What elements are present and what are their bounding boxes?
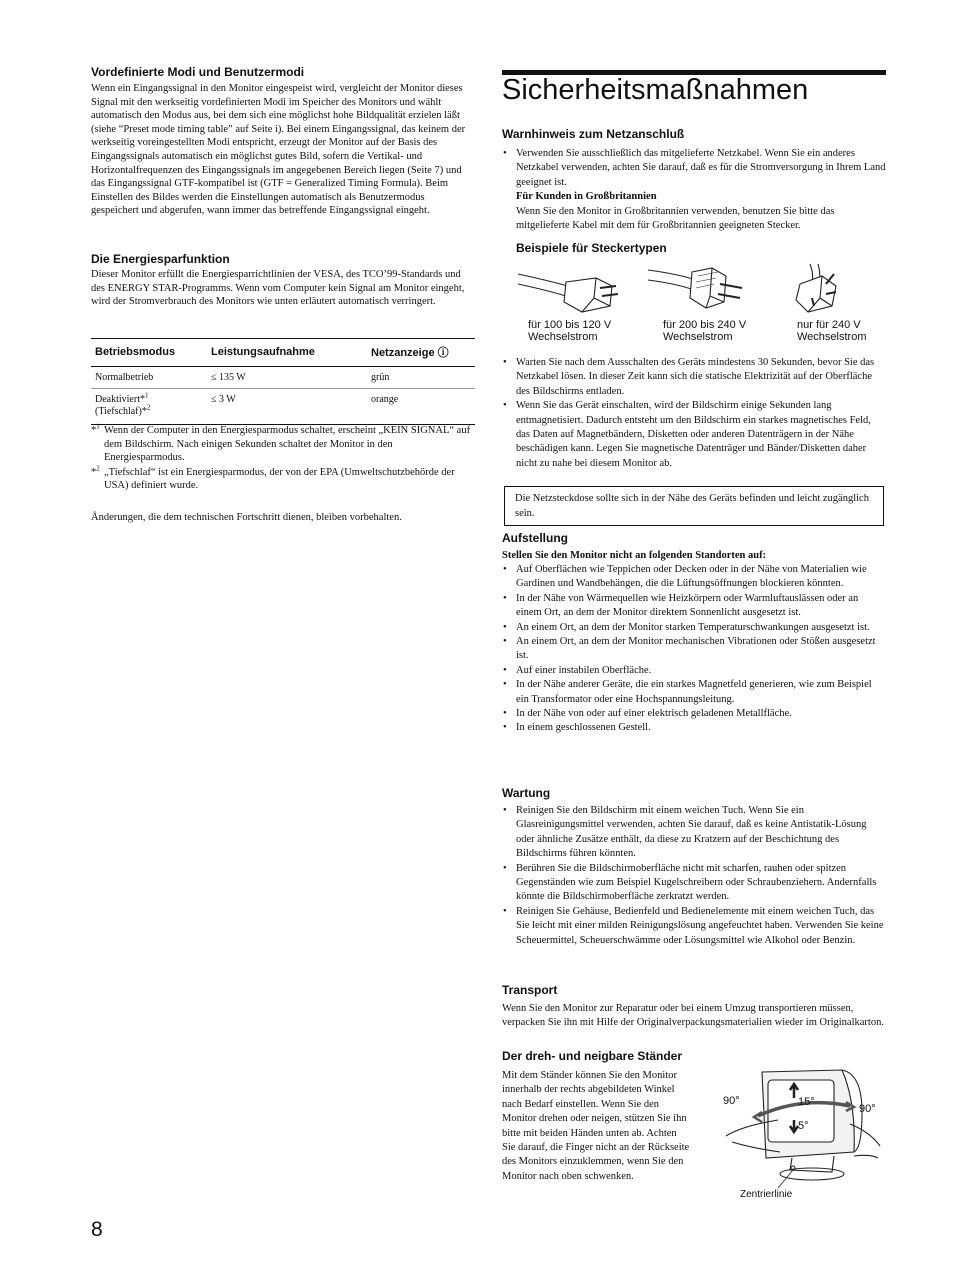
setup-heading: Aufstellung bbox=[502, 531, 568, 545]
footnote-mark: *$^2$ bbox=[91, 464, 100, 478]
maintenance-heading: Wartung bbox=[502, 786, 551, 800]
outlet-note-box: Die Netzsteckdose sollte sich in der Nähe des Geräts befinden und leicht zugänglich sein. bbox=[504, 486, 884, 526]
table-header-power: Leistungsaufnahme bbox=[207, 339, 367, 367]
list-item: • Berühren Sie die Bildschirmoberfläche nicht mit scharfen, rauhen oder spitzen Gegenständen wie zum Beispiel Kugelschreibern oder Schraubenziehern. Andernfalls könnte die Bildschirmoberfläche zerkratzt werden. bbox=[502, 862, 886, 905]
uk-customers-text: Wenn Sie den Monitor in Großbritannien verwenden, benutzen Sie bitte das mitgelieferte Kabel mit dem für Großbritannien geeigneten Stecker. bbox=[516, 205, 835, 232]
swivel-left-angle: 90° bbox=[723, 1095, 740, 1107]
plug-label-eu: für 200 bis 240 V Wechselstrom bbox=[663, 319, 747, 343]
table-row bbox=[91, 389, 475, 425]
table-header-row bbox=[91, 339, 475, 367]
mode-label-deactivated: Deaktiviert* bbox=[95, 394, 145, 405]
warn-heading: Warnhinweis zum Netzanschluß bbox=[502, 127, 685, 141]
plug-label-uk: nur für 240 V Wechselstrom bbox=[797, 319, 867, 343]
mode-label-deep-sleep: (Tiefschlaf)* bbox=[95, 406, 147, 417]
table-cell-power: ≤ 3 W bbox=[207, 389, 367, 425]
uk-plug-icon bbox=[796, 264, 836, 312]
footnote-mark: *$^1$ bbox=[91, 422, 100, 436]
list-item: • Warten Sie nach dem Ausschalten des Geräts mindestens 30 Sekunden, bevor Sie das Netzkabel lösen. In dieser Zeit kann sich die statische Elektrizität auf der Oberfläche des Bildschirms entladen. bbox=[502, 356, 886, 399]
eu-plug-icon bbox=[648, 268, 742, 308]
list-item: • In der Nähe anderer Geräte, die ein starkes Magnetfeld generieren, wie zum Beispiel ein Transformator oder eine Hochspannungsleitung. bbox=[502, 678, 886, 707]
transport-text: Wenn Sie den Monitor zur Reparatur oder bei einem Umzug transportieren müssen, verpacken Sie ihn mit Hilfe der Originalverpackungsmaterialien wieder im Originalkarton. bbox=[502, 1003, 884, 1029]
maintenance-section bbox=[502, 804, 886, 948]
stand-text: Mit dem Ständer können Sie den Monitor innerhalb der rechts abgebildeten Winkel nach Bedarf einstellen. Wenn Sie den Monitor drehen oder neigen, stützen Sie ihn bitte mit beiden Händen unten ab. Achten Sie darauf, die Finger nicht an der Rückseite des Monitors einzuklemmen, wenn Sie den Monitor nach oben schwenken. bbox=[502, 1070, 690, 1182]
table-cell-indicator: orange bbox=[367, 389, 475, 425]
power-mode-table bbox=[91, 338, 475, 425]
page-title: Sicherheitsmaßnahmen bbox=[502, 74, 809, 106]
list-item: • Reinigen Sie den Bildschirm mit einem weichen Tuch. Wenn Sie ein Glasreinigungsmittel verwenden, achten Sie darauf, daß es keine Antistatik-Lösung oder ähnliche Zusätze enthält, da diese zu Kratzern auf der Beschichtung des Bildschirms führen könnten. bbox=[502, 804, 886, 862]
list-item: • An einem Ort, an dem der Monitor mechanischen Vibrationen oder Stößen ausgesetzt ist. bbox=[502, 635, 886, 664]
table-cell-mode bbox=[91, 389, 207, 425]
plug-label-us: für 100 bis 120 V Wechselstrom bbox=[528, 319, 612, 343]
footnote-text: „Tiefschlaf“ ist ein Energiesparmodus, der von der EPA (Umweltschutzbehörde der USA) definiert wurde. bbox=[104, 466, 455, 492]
footnote bbox=[91, 424, 475, 465]
table-row bbox=[91, 367, 475, 389]
list-item: • Auf einer instabilen Oberfläche. bbox=[502, 664, 886, 678]
changes-note: Änderungen, die dem technischen Fortschritt dienen, bleiben vorbehalten. bbox=[91, 512, 402, 523]
table-cell-mode: Normalbetrieb bbox=[91, 367, 207, 389]
table-cell-indicator: grün bbox=[367, 367, 475, 389]
page-number: 8 bbox=[91, 1218, 103, 1241]
power-table-wrap bbox=[91, 338, 475, 425]
setup-section bbox=[502, 549, 886, 736]
list-item: • In einem geschlossenen Gestell. bbox=[502, 721, 886, 735]
list-item: • Auf Oberflächen wie Teppichen oder Decken oder in der Nähe von Materialien wie Gardinen und Wandbehängen, die die Lüftungsöffnungen blockieren könnten. bbox=[502, 563, 886, 592]
us-plug-icon bbox=[518, 274, 618, 312]
list-item: • In der Nähe von oder auf einer elektrisch geladenen Metallfläche. bbox=[502, 707, 886, 721]
energy-section bbox=[91, 252, 475, 309]
preset-modes-section bbox=[91, 65, 475, 218]
footnote-text: Wenn der Computer in den Energiesparmodus schaltet, erscheint „KEIN SIGNAL“ auf dem Bildschirm. Nach einigen Sekunden schaltet der Monitor in den Energiesparmodus. bbox=[104, 425, 471, 464]
list-item: • Reinigen Sie Gehäuse, Bedienfeld und Bedienelemente mit einem weichen Tuch, das Sie leicht mit einer milden Reinigungslösung angefeuchtet haben. Verwenden Sie keine Scheuermittel, Scheuerschwämme oder Lösungsmittel wie Alkohol oder Benzin. bbox=[502, 905, 886, 948]
stand-heading: Der dreh- und neigbare Ständer bbox=[502, 1049, 683, 1063]
transport-heading: Transport bbox=[502, 983, 558, 997]
power-bullets bbox=[502, 356, 886, 471]
preset-modes-heading: Vordefinierte Modi und Benutzermodi bbox=[91, 65, 305, 79]
list-item: • In der Nähe von Wärmequellen wie Heizkörpern oder Warmluftauslässen oder an einem Ort, an dem der Monitor direktem Sonnenlicht ausgesetzt ist. bbox=[502, 592, 886, 621]
center-line-label: Zentrierlinie bbox=[740, 1189, 793, 1200]
tilt-up-angle: 15° bbox=[798, 1096, 815, 1108]
footnote-ref: 1 bbox=[144, 391, 149, 400]
preset-modes-text: Wenn ein Eingangssignal in den Monitor eingespeist wird, vergleicht der Monitor dieses Signal mit den werkseitig vordefinierten Modi im Speicher des Monitors und wählt automatisch den Modus aus, bei dem sich eine möglichst hohe Bildqualität erzielen läßt (siehe “Preset mode timing table” auf Seite i). Bei einem Eingangssignal, das keinem der werkseitig voreingestellten Modi entspricht, erzeugt der Monitor auf der Basis des Eingangssignals automatisch ein möglichst gutes Bild, sofern die Vertikal- und Horizontalfrequenzen des Eingangssignals im angegebenen Bereich liegen (Seite 7) und das Eingangssignal GTF-kompatibel ist (GTF = Generalized Timing Formula). Beim Einstellen des Bildes werden die Einstellungen automatisch als Benutzermodus gespeichert und abgerufen, wann immer das betreffende Eingangssignal eingeht. bbox=[91, 83, 466, 217]
warn-section bbox=[502, 147, 886, 233]
table-header-mode: Betriebsmodus bbox=[91, 339, 207, 367]
footnote-ref: 2 bbox=[146, 403, 151, 412]
uk-customers-label: Für Kunden in Großbritannien bbox=[516, 191, 657, 203]
energy-heading: Die Energiesparfunktion bbox=[91, 252, 230, 266]
plugs-heading: Beispiele für Steckertypen bbox=[516, 241, 667, 255]
table-header-indicator: Netzanzeige ⓘ bbox=[367, 339, 475, 367]
warn-bullet-text: Verwenden Sie ausschließlich das mitgelieferte Netzkabel. Wenn Sie ein anderes Netzkabel verwenden, achten Sie darauf, daß es für die Stromversorgung in Ihrem Land geeignet ist. bbox=[516, 148, 886, 188]
footnote bbox=[91, 466, 475, 493]
list-item: • An einem Ort, an dem der Monitor starken Temperaturschwankungen ausgesetzt ist. bbox=[502, 621, 886, 635]
footnotes bbox=[91, 424, 475, 493]
energy-text: Dieser Monitor erfüllt die Energiesparrichtlinien der VESA, des TCO’99-Standards und des ENERGY STAR-Programms. Wenn vom Computer kein Signal am Monitor eingeht, wird der Stromverbrauch des Monitors wie unten erläutert automatisch verringert. bbox=[91, 269, 465, 308]
table-cell-power: ≤ 135 W bbox=[207, 367, 367, 389]
list-item: • Wenn Sie das Gerät einschalten, wird der Bildschirm einige Sekunden lang entmagnetisiert. Dadurch entsteht um den Bildschirm ein starkes magnetisches Feld, das Daten auf Magnetbändern, Disketten oder anderen Datenträgern in der Nähe beschädigen kann. Legen Sie magnetische Datenträger und Bänder/Disketten daher nicht zu nahe bei diesem Monitor ab. bbox=[502, 399, 886, 471]
list-item bbox=[502, 147, 886, 233]
setup-intro: Stellen Sie den Monitor nicht an folgenden Standorten auf: bbox=[502, 550, 767, 561]
plug-illustrations bbox=[516, 262, 886, 318]
tilt-down-angle: 5° bbox=[798, 1120, 809, 1132]
swivel-right-angle: 90° bbox=[859, 1103, 876, 1115]
